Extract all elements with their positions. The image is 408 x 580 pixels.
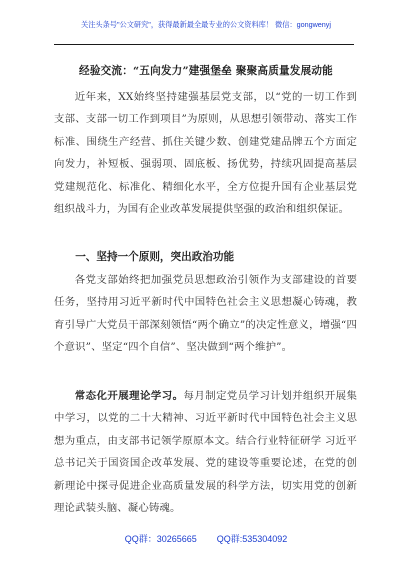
document-title: 经验交流：“五向发力”建强堡垒 聚聚高质量发展动能 [79, 65, 333, 77]
subparagraph-body: 每月制定党员学习计划并组织开展集中学习，以党的二十大精神、习近平新时代中国特色社会主义思想为重点，由支部书记领学原原本文。结合行业特征研学 习近平总书记关于国资国企改革发展、党的建设等重要论述，在党的创新理论中探寻促进企业高质量发展的科学方法，切实用党的创新理论武装头脑、凝心铸魂。 [54, 390, 358, 515]
intro-paragraph: 近年来，XX始终坚持建强基层党支部，以“党的一切工作到支部、支部一切工作到项目”为原则，从思想引领带动、落实工作标准、围绕生产经营、抓住关键少数、创建党建品牌五个方面定向发力，补短板、强弱项、固底板、扬优势，持续巩固提高基层党建规范化、标准化、精细化水平，全方位提升国有企业基层党组织战斗力，为国有企业改革发展提供坚强的政治和组织保证。 [54, 91, 357, 216]
subparagraph-lead: 常态化开展理论学习。 [74, 390, 184, 402]
qq-group-1: QQ群：30265665 [124, 534, 197, 544]
section-1-paragraph: 各党支部始终把加强党员思想政治引领作为支部建设的首要任务，坚持用习近平新时代中国特色社会主义思想凝心铸魂，教育引导广大党员干部深刻领悟“两个确立”的决定性意义，增强“四个意识”、坚定“四个自信”、坚决做到“两个维护”。 [54, 274, 357, 354]
promo-banner: 关注头条号"公文研究"，获得最新最全最专业的公文资料库！ 微信：gongwenyj [81, 20, 331, 29]
section-heading-1: 一、坚持一个原则，突出政治功能 [75, 251, 235, 263]
qq-group-2: QQ群:535304092 [216, 534, 288, 544]
header-divider [54, 44, 354, 45]
section-1-subparagraph [54, 385, 357, 519]
footer-contacts [48, 532, 364, 545]
